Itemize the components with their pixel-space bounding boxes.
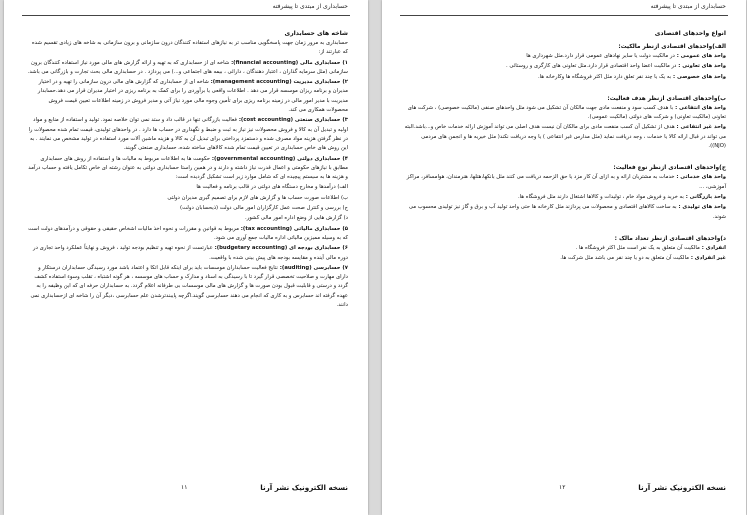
unit-entry <box>404 62 726 71</box>
header-rule <box>400 15 728 16</box>
unit-label: واحد های تعاونی : <box>676 63 726 70</box>
branch-label: ۶) حسابداری بودجه ای (budgetary accounting): <box>212 245 348 252</box>
unit-label: واحد بازرگانی : <box>683 193 726 200</box>
unit-entry <box>404 73 726 82</box>
page-body <box>404 28 726 475</box>
group-spacer <box>404 223 726 231</box>
branch-text: شاخه ای از حسابداری که به تهیه و ارائه گزارش های مالی مورد نیاز استفاده کنندگان برون سازمانی (مثل سرمایه گذاران ، اعتبار دهندگان ، دارائی ، بیمه های اجتماعی و...) می پردازد . در حسابداری مالی بحث تجارت و بازرگانی می باشد. <box>27 59 348 75</box>
unit-entry <box>404 193 726 202</box>
branch-text: فعالیت بازرگانی تنها در قالب داد و ستد نمی توان خلاصه نمود. تولید و استفاده از منابع و مواد اولیه و تبدیل آن به کالا و فروش محصولات نیز نیاز به ثبت و ضبط و نگهداری در حساب ها دارد . در واحدهای تولیدی، قیمت تمام شده محصولات را در نظر گرفتن هزینه مواد مصرف شده و دستمزد پرداختی برای تبدیل آن به کالا و هزینه ماشین آلات مورد استفاده در تولید مشخص می نمایند . به این روش های خاص حسابداری در تعیین قیمت تمام شده کالاهای ساخته شده، حسابداری صنعتی گویند. <box>28 117 348 152</box>
branch-item <box>26 204 348 213</box>
branch-text: شاخه ای از حسابداری که گزارش های مالی درون سازمانی را تهیه و در اختیار مدیران و برنامه ریزان موسسه قرار می دهد . اطلاعات واقعی یا برآوردی را برای کمک به برنامه ریزی در اختیار مدیران قرار می دهد.حسابدار مدیریت با مدیر امور مالی در زمینه برنامه ریزی برای تأمین وجوه مالی مورد نیاز آتی و مدیر فروش در زمینه اطلاعات تعیین قیمت فروش محصولات همکاری می کند. <box>37 79 348 114</box>
branch-text: حکومت ها به اطلاعات مربوط به مالیات ها و استفاده از روش های حسابداری مطابق با نیازهای حکومتی و اعمال قدرت نیاز داشته و دارند و در همین راستا حسابداری دولتی به عنوان رشته ای خاص تکامل یافته و حساب درآمد و هزینه ها به سیستم پیچیده ای که شامل موارد زیر است تشکیل گردیده است: <box>28 155 348 181</box>
unit-text: مالکیت آن متعلق به یک نفر است مثل اکثر فروشگاه ها . <box>575 244 700 251</box>
header-text: حسابداری از مبتدی تا پیشرفته <box>650 3 726 10</box>
footer-title: نسخه الکترونیک نشر آرنا <box>638 483 726 492</box>
branch-item <box>26 194 348 203</box>
unit-label: غیر انفرادی : <box>688 255 726 262</box>
group-spacer <box>404 83 726 91</box>
page-number: ۱۱ <box>181 484 188 491</box>
branch-item <box>26 244 348 263</box>
section-title: شاخه های حسابداری <box>284 30 348 37</box>
unit-text: خدمات به مشتریان ارائه و به ازای آن کار مزد یا حق الزحمه دریافت می کنند مثل بانکها،هتلها، هنرمندان، هوامسافر، مراکز آموزشی، ... <box>406 174 726 190</box>
page-header <box>4 0 368 20</box>
group-spacer <box>404 152 726 160</box>
page-footer <box>404 483 726 497</box>
branch-label: ۷) حسابرسی (auditing): <box>277 264 348 271</box>
group-heading: ب)واحدهای اقتصادی ازنظر هدف فعالیت: <box>607 95 726 102</box>
branch-label: ۵) حسابداری مالیاتی (tax accounting): <box>238 225 348 232</box>
unit-text: به خرید و فروش مواد خام ، تولیدات و کالاها اشتغال دارند مثل فروشگاه ها. <box>517 193 684 200</box>
group-heading: ج)واحدهای اقتصادی ازنظر نوع فعالیت: <box>613 165 726 172</box>
unit-entry <box>404 244 726 253</box>
section-title: انواع واحدهای اقتصادی <box>654 30 726 37</box>
group-heading: د)واحدهای اقتصادی ازنظر تعداد مالک : <box>614 235 726 242</box>
page-header <box>382 0 746 20</box>
branch-text: ج) بررسی و کنترل صحت عمل کارگزاران امور مالی دولت (ذیحسابان دولت) <box>180 205 348 212</box>
unit-entry <box>404 52 726 61</box>
page-number: ۱۲ <box>559 484 566 491</box>
branch-item <box>26 155 348 183</box>
header-text: حسابداری از مبتدی تا پیشرفته <box>272 3 348 10</box>
header-rule <box>22 15 350 16</box>
branch-label: ۴) حسابداری دولتی (governmental accounting): <box>210 155 348 162</box>
unit-label: انفرادی : <box>699 244 726 251</box>
unit-text: به یک یا چند نفر تعلق دارد مثل اکثر فروشگاه ها وکارخانه ها. <box>537 73 672 80</box>
branch-item <box>26 225 348 244</box>
unit-label: واحد های خصوصی : <box>671 73 726 80</box>
branch-text: نتایج فعالیت حسابداران موسسات باید برای اینکه قابل اتکا و اعتماد باشد مورد رسیدگی حسابداران درستکار و دارای مهارت و صلاحیت تخصصی قرار گیرد تا با رسیدگی به اسناد و مدارک و حساب های موسسه ، هر گونه اشتباه ، تقلب وسوء استفاده کشف گردد و درستی و قابلیت قبول بودن صورت ها و گزارش های مالی موسسات بی طرفانه اعلام گردد. به حسابداران حرفه ای که این وظیفه را به عهده گرفته اند حسابرس و به کاری که انجام می دهند حسابرسی گویند.اگرچه پایبندترشدن علم حسابرسی ،دیگر آن را شاخه ای ازحسابداری نمی دانند. <box>30 264 348 309</box>
unit-text: در مالکیت اعضا واحد اقتصادی قرار دارد.مثل تعاونی های کارگری و روستائی . <box>506 63 677 70</box>
branch-text: ب) اطلاعات صورت حساب ها و گزارش های لازم برای تصمیم گیری مدیران دولتی <box>167 194 348 201</box>
unit-entry <box>404 173 726 192</box>
accounting-branches-list <box>26 59 348 311</box>
unit-entry <box>404 203 726 222</box>
footer-title: نسخه الکترونیک نشر آرنا <box>260 483 348 492</box>
unit-text: هدف از تشکیل آن کسب منفعت مادی برای مالکان آن نیست هدف اصلی می تواند آموزش ارائه خدمات خاص و...باشد.البته می تواند در قبال ارائه کالا یا خدمات ، وجه دریافت نماید (مثل مدارس غیر انتفاعی ) یا وجه دریافت نکند( مثل خیریه ها و انجمن های مردمی (NJO)). <box>404 124 726 150</box>
header-dots <box>176 0 200 3</box>
unit-label: واحد غیر انتفاعی : <box>674 124 726 131</box>
unit-label: واحد های خدماتی : <box>674 174 726 181</box>
branch-label: ۲) حسابداری مدیریت (management accounting): <box>208 79 348 86</box>
economic-units-list <box>404 42 726 263</box>
unit-label: واحد های انتفاعی : <box>673 104 726 111</box>
branch-text: الف) درآمدها و مخارج دستگاه های دولتی در قالب برنامه و فعالیت ها <box>196 184 348 191</box>
document-page-left <box>4 0 368 515</box>
branch-text: مربوط به قوانین و مقررات و نحوه اخذ مالیات اشخاص حقیقی و حقوقی و درآمدهای دولت است که به وسیله ممیزین مالیاتی اداره مالیات جمع آوری می شود. <box>28 225 348 241</box>
branch-label: ۳) حسابداری صنعتی (cost accounting): <box>236 117 348 124</box>
unit-entry <box>404 123 726 151</box>
unit-text: به ساخت کالاهای اقتصادی و محصولات می پردازند مثل کارخانه ها حتی واحد تولید آب و برق و گاز نیز تولیدی محسوب می شوند. <box>408 204 726 220</box>
unit-text: مالکیت آن متعلق به دو یا چند نفر می باشد مثل شرکت ها. <box>560 255 689 262</box>
intro-paragraph: حسابداری به مرور زمان جهت پاسخگویی مناسب تر به نیازهای استفاده کنندگان درون سازمانی و برون سازمانی به شاخه های زیادی تقسیم شده که عبارتند از: <box>31 40 348 56</box>
branch-item <box>26 214 348 223</box>
branch-text: عبارتست از نحوه تهیه و تنظیم بودجه تولید ، فروش و نهایتاً عملکرد واحد تجاری در دوره مالی آینده و مقایسه بودجه های پیش بینی شده با واقعیت. <box>33 245 348 261</box>
branch-item <box>26 78 348 115</box>
unit-text: با هدف کسب سود و منفعت مادی جهت مالکان آن تشکیل می شود مثل واحدهای صنفی (مالکیت خصوصی) ، شرکت های تعاونی (مالکیت تعاونی) و شرکت های دولتی (مالکیت عمومی). <box>407 104 726 121</box>
unit-text: در مالکیت دولت یا سایر نهادهای عمومی قرار دارد.مثل شهرداری ها <box>526 53 675 59</box>
unit-entry <box>404 104 726 123</box>
group-heading: الف)واحدهای اقتصادی ازنظر مالکیت: <box>618 44 726 50</box>
page-footer <box>26 483 348 497</box>
branch-label: ۱) حسابداری مالی (financial accounting): <box>229 59 348 66</box>
unit-label: واحد های تولیدی : <box>676 204 726 211</box>
header-dots <box>554 0 578 3</box>
branch-item <box>26 264 348 310</box>
branch-item <box>26 59 348 78</box>
page-body <box>26 28 348 475</box>
branch-item <box>26 183 348 192</box>
unit-entry <box>404 254 726 263</box>
unit-label: واحد های عمومی : <box>674 53 726 59</box>
branch-item <box>26 116 348 153</box>
branch-text: د) گزارش هایی از وضع اداره امور مالی کشور. <box>245 215 348 222</box>
document-page-right <box>382 0 746 515</box>
